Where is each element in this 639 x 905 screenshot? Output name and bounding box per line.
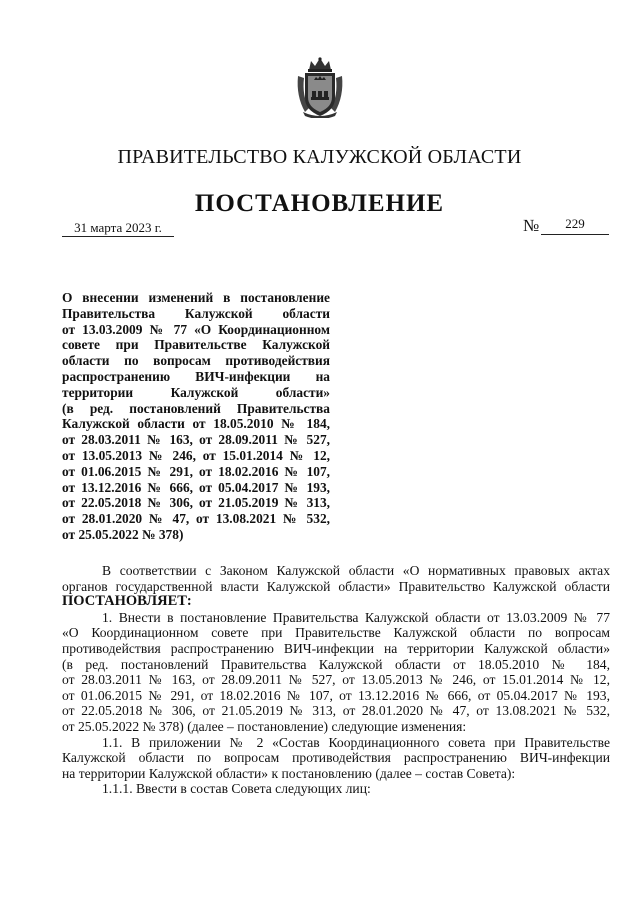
paragraph-1-line: 1. Внести в постановление Правительства Калужской области от 13.03.2009 № 77: [102, 609, 610, 625]
paragraph-1-1-1: 1.1.1. Ввести в состав Совета следующих лиц:: [102, 781, 371, 797]
number-sign: №: [523, 216, 540, 235]
subject-line: области по вопросам противодействия: [62, 353, 330, 369]
paragraph-1-line: противодействия распространению ВИЧ-инфекции на территории Калужской области»: [62, 640, 610, 656]
subject-line: распространению ВИЧ-инфекции на: [62, 368, 330, 384]
paragraph-1-1-line: на территории Калужской области» к постановлению (далее – состав Совета):: [62, 765, 516, 781]
government-name: ПРАВИТЕЛЬСТВО КАЛУЖСКОЙ ОБЛАСТИ: [117, 146, 522, 168]
coat-of-arms-emblem: [295, 56, 345, 118]
subject-line: от 13.12.2016 № 666, от 05.04.2017 № 193,: [62, 479, 330, 495]
document-type-title: ПОСТАНОВЛЕНИЕ: [194, 190, 445, 217]
subject-line: от 13.05.2013 № 246, от 15.01.2014 № 12,: [62, 447, 330, 463]
document-subject: [62, 290, 330, 543]
subject-line: Калужской области от 18.05.2010 № 184,: [62, 416, 330, 432]
subject-line: от 25.05.2022 № 378): [62, 526, 184, 542]
subject-line: от 22.05.2018 № 306, от 21.05.2019 № 313,: [62, 495, 330, 511]
decree-word: ПОСТАНОВЛЯЕТ:: [62, 593, 192, 610]
paragraph-1-line: «О Координационном совете при Правительстве Калужской области по вопросам: [62, 625, 610, 641]
subject-line: территории Калужской области»: [62, 384, 330, 400]
document-body: [62, 563, 610, 797]
subject-line: от 28.03.2011 № 163, от 28.09.2011 № 527,: [62, 432, 330, 448]
paragraph-1-1-line: Калужской области по вопросам противодействия распространению ВИЧ-инфекции: [62, 750, 610, 766]
subject-line: (в ред. постановлений Правительства: [62, 400, 330, 416]
paragraph-1-line: от 25.05.2022 № 378) (далее – постановление) следующие изменения:: [62, 718, 467, 734]
paragraph-1-line: от 01.06.2015 № 291, от 18.02.2016 № 107, от 13.12.2016 № 666, от 05.04.2017 № 193,: [62, 687, 610, 703]
subject-line: от 28.01.2020 № 47, от 13.08.2021 № 532,: [62, 511, 330, 527]
subject-line: О внесении изменений в постановление: [62, 290, 330, 305]
subject-line: от 13.03.2009 № 77 «О Координационном: [62, 321, 330, 337]
paragraph-1-line: от 22.05.2018 № 306, от 21.05.2019 № 313, от 28.01.2020 № 47, от 13.08.2021 № 532,: [62, 703, 610, 719]
preamble-line: органов государственной власти Калужской области» Правительство Калужской области: [62, 578, 610, 594]
document-number: 229: [541, 217, 609, 235]
subject-line: от 01.06.2015 № 291, от 18.02.2016 № 107,: [62, 463, 330, 479]
subject-line: совете при Правительстве Калужской: [62, 337, 330, 353]
preamble-line: В соответствии с Законом Калужской области «О нормативных правовых актах: [102, 563, 610, 578]
subject-line: Правительства Калужской области: [62, 305, 330, 321]
paragraph-1-line: от 28.03.2011 № 163, от 28.09.2011 № 527, от 13.05.2013 № 246, от 15.01.2014 № 12,: [62, 672, 610, 688]
paragraph-1-line: (в ред. постановлений Правительства Калужской области от 18.05.2010 № 184,: [62, 656, 610, 672]
paragraph-1-1-line: 1.1. В приложении № 2 «Состав Координационного совета при Правительстве: [102, 734, 610, 750]
document-date: 31 марта 2023 г.: [62, 219, 174, 237]
